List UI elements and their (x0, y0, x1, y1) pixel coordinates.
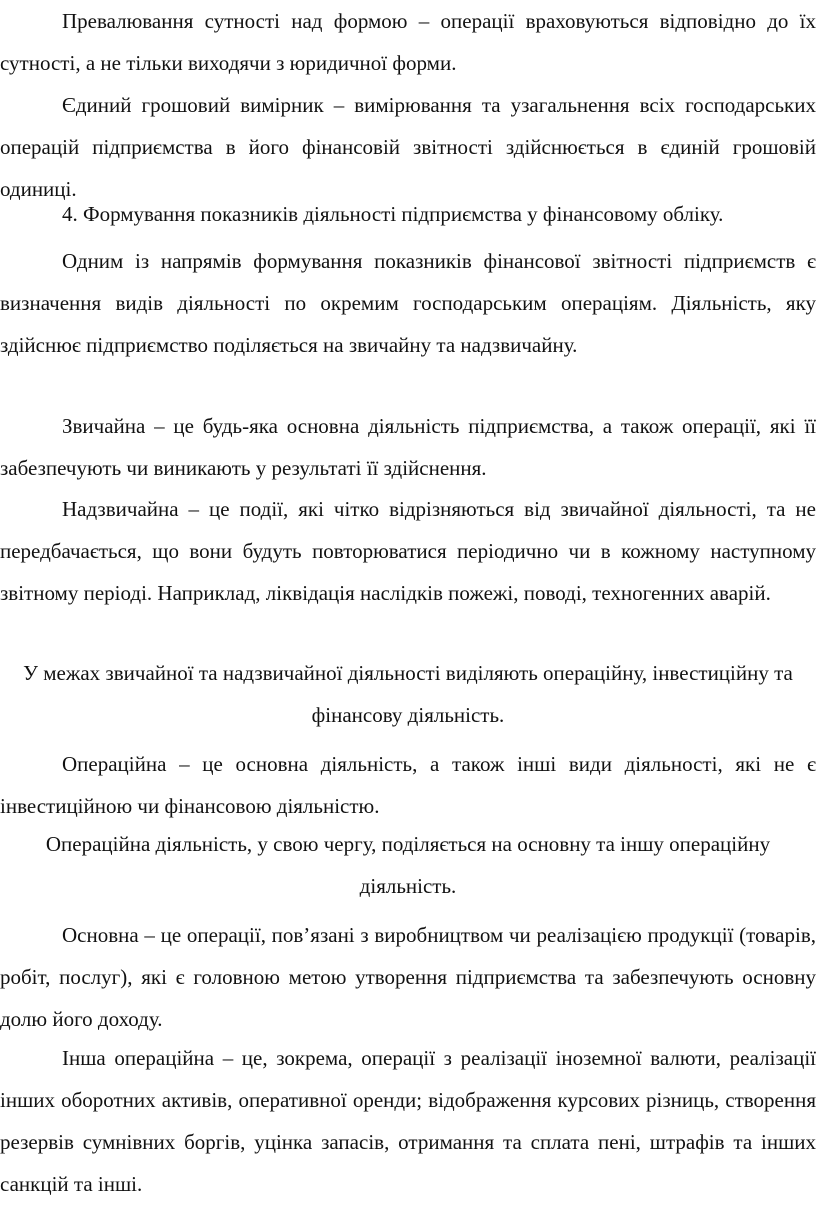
paragraph-operating-split: Операційна діяльність, у свою чергу, поділяється на основну та іншу операційну діяльність. (45, 832, 771, 898)
paragraph-other-operations: Інша операційна – це, зокрема, операції з реалізації іноземної валюти, реалізації інших оборотних активів, оперативної оренди; відображення курсових різниць, створення резервів сумнівних боргів, уцінка запасів, отримання та сплата пені, штрафів та інших санкцій та інші. (0, 1046, 816, 1196)
paragraph-extraordinary: Надзвичайна – це події, які чітко відрізняються від звичайної діяльності, та не передбачається, що вони будуть повторюватися періодично чи в кожному наступному звітному періоді. Наприклад, ліквідація наслідків пожежі, поводі, техногенних аварій. (0, 497, 816, 605)
paragraph-activity-types: Одним із напрямів формування показників фінансової звітності підприємств є визначення видів діяльності по окремим господарським операціям. Діяльність, яку здійснює підприємство поділяється на звичайну та надзвичайну. (0, 249, 816, 357)
paragraph-substance-over-form: Превалювання сутності над формою – операції враховуються відповідно до їх сутності, а не тільки виходячи з юридичної форми. (0, 9, 816, 75)
paragraph-ordinary: Звичайна – це будь-яка основна діяльність підприємства, а також операції, які її забезпечують чи виникають у результаті її здійснення. (0, 414, 816, 480)
paragraph-main-operations: Основна – це операції, пов’язані з виробництвом чи реалізацією продукції (товарів, робіт, послуг), які є головною метою утворення підприємства та забезпечують основну долю його доходу. (0, 923, 816, 1031)
paragraph-operating: Операційна – це основна діяльність, а також інші види діяльності, які не є інвестиційною чи фінансовою діяльністю. (0, 752, 816, 818)
paragraph-monetary-unit: Єдиний грошовий вимірник – вимірювання та узагальнення всіх господарських операцій підприємства в його фінансовій звітності здійснюється в єдиній грошовій одиниці. (0, 93, 816, 201)
section-heading-4: 4. Формування показників діяльності підприємства у фінансовому обліку. (62, 202, 724, 226)
paragraph-activity-split: У межах звичайної та надзвичайної діяльності виділяють операційну, інвестиційну та фінансову діяльність. (23, 661, 793, 727)
